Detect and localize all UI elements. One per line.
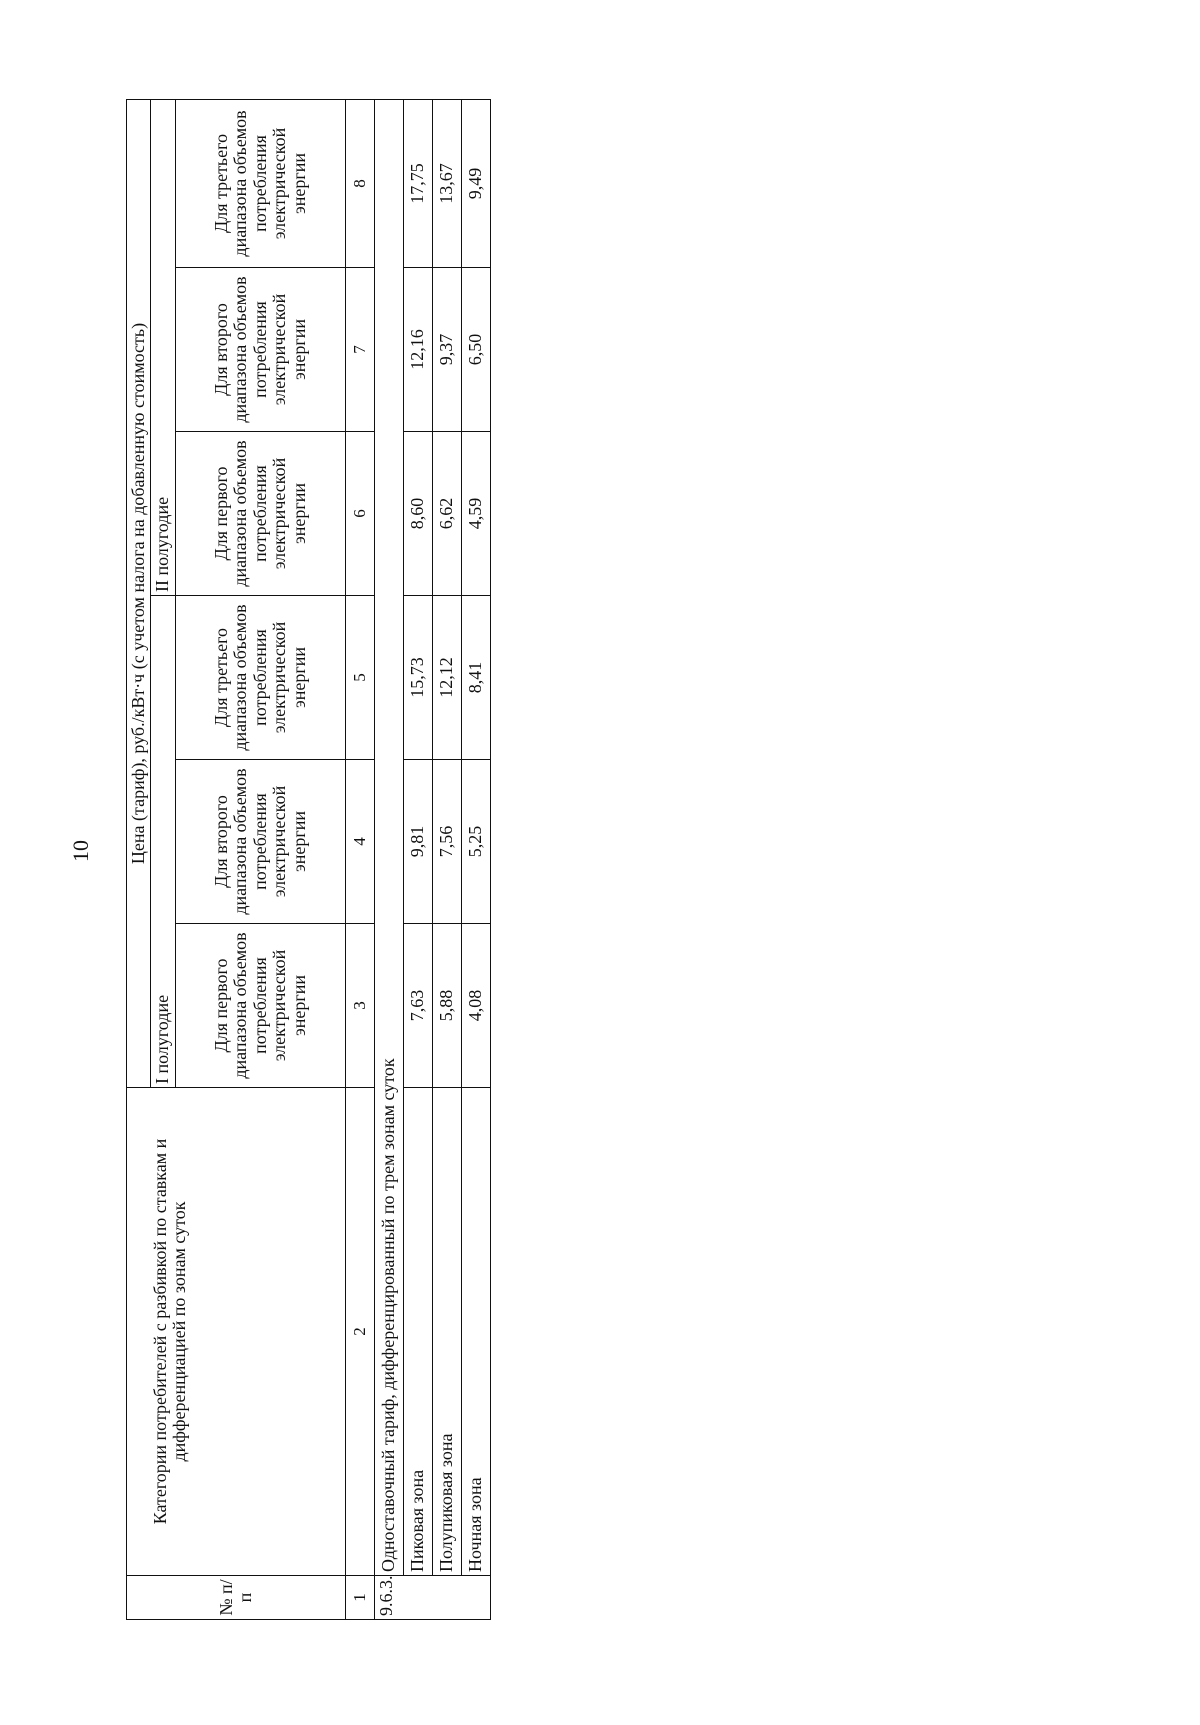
cell-value: 9,37 (432, 268, 461, 432)
table-row (403, 99, 432, 1619)
cell-value: 15,73 (403, 596, 432, 760)
cell-value: 13,67 (432, 99, 461, 267)
cell-value: 7,63 (403, 924, 432, 1088)
column-number: 1 (345, 1576, 374, 1620)
row-name: Пиковая зона (403, 1088, 432, 1576)
column-number-row (345, 99, 374, 1619)
rotated-table-container (126, 100, 486, 1620)
column-number: 6 (345, 432, 374, 596)
header-range-3-h2: Для третьего диапазона объемов потребления электрической энергии (175, 99, 345, 267)
row-name: Ночная зона (461, 1088, 490, 1576)
column-number: 3 (345, 924, 374, 1088)
page-number: 10 (68, 840, 93, 862)
row-name: Полупиковая зона (432, 1088, 461, 1576)
header-range-2-h1: Для второго диапазона объемов потребления электрической энергии (175, 760, 345, 924)
column-number: 7 (345, 268, 374, 432)
section-title: Одноставочный тариф, дифференцированный по трем зонам суток (374, 99, 403, 1575)
cell-value: 17,75 (403, 99, 432, 267)
cell-value: 12,12 (432, 596, 461, 760)
cell-value: 4,59 (461, 432, 490, 596)
column-number: 8 (345, 99, 374, 267)
header-col-category: Категории потребителей с разбивкой по ставкам и дифференциацией по зонам суток (127, 1088, 346, 1576)
cell-value: 7,56 (432, 760, 461, 924)
section-row (374, 99, 403, 1619)
cell-value: 5,25 (461, 760, 490, 924)
cell-value: 4,08 (461, 924, 490, 1088)
header-range-1-h1: Для первого диапазона объемов потребления электрической энергии (175, 924, 345, 1088)
table-row (432, 99, 461, 1619)
section-number: 9.6.3. (374, 1576, 490, 1620)
cell-value: 9,49 (461, 99, 490, 267)
column-number: 2 (345, 1088, 374, 1576)
column-number: 5 (345, 596, 374, 760)
cell-value: 6,50 (461, 268, 490, 432)
header-range-3-h1: Для третьего диапазона объемов потребления электрической энергии (175, 596, 345, 760)
tariff-table (126, 99, 491, 1620)
header-half-1: I полугодие (151, 596, 175, 1088)
header-price-group: Цена (тариф), руб./кВт·ч (с учетом налога на добавленную стоимость) (127, 99, 151, 1087)
cell-value: 6,62 (432, 432, 461, 596)
table-row (461, 99, 490, 1619)
cell-value: 9,81 (403, 760, 432, 924)
cell-value: 5,88 (432, 924, 461, 1088)
header-half-2: II полугодие (151, 99, 175, 595)
column-number: 4 (345, 760, 374, 924)
header-range-2-h2: Для второго диапазона объемов потребления электрической энергии (175, 268, 345, 432)
cell-value: 8,41 (461, 596, 490, 760)
cell-value: 8,60 (403, 432, 432, 596)
cell-value: 12,16 (403, 268, 432, 432)
header-range-1-h2: Для первого диапазона объемов потребления электрической энергии (175, 432, 345, 596)
header-col-no: № п/п (127, 1576, 346, 1620)
